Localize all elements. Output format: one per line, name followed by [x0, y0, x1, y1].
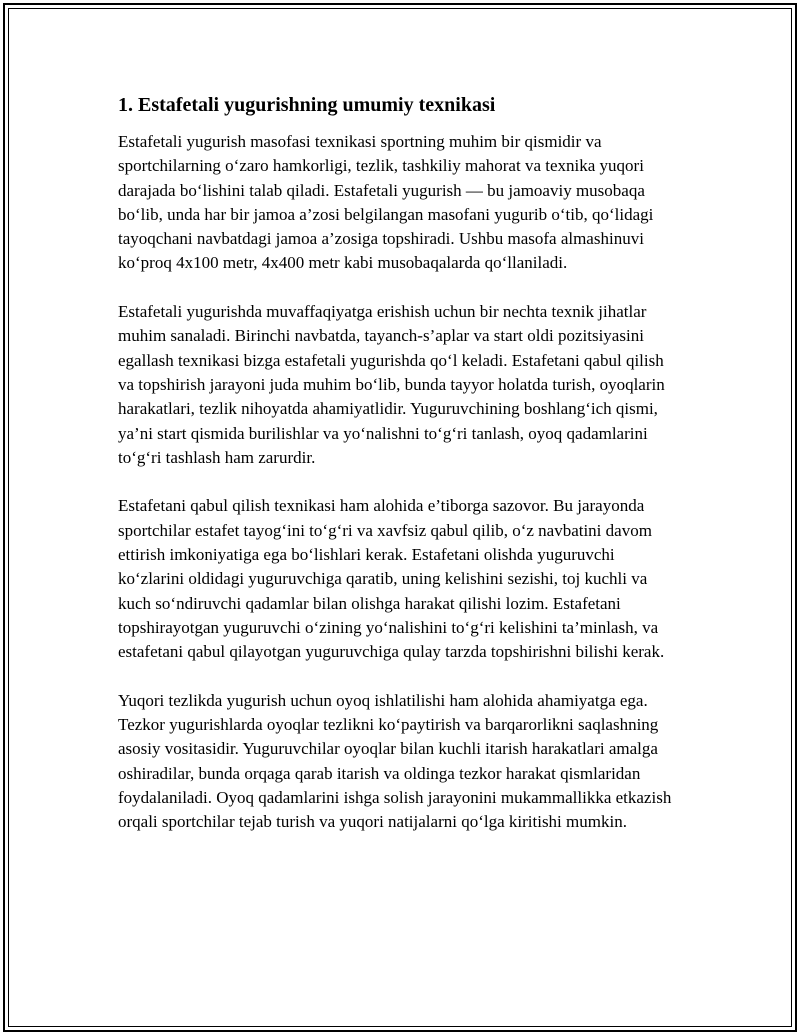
- paragraph-1: Estafetali yugurish masofasi texnikasi sportning muhim bir qismidir va sportchilarning o‘zaro hamkorligi, tezlik, tashkiliy mahorat va texnika yuqori darajada bo‘lishini talab qiladi. Estafetali yugurish — bu jamoaviy musobaqa bo‘lib, unda har bir jamoa a’zosi belgilangan masofani yugurib o‘tib, qo‘lidagi tayoqchani navbatdagi jamoa a’zosiga topshiradi. Ushbu masofa almashinuvi ko‘proq 4x100 metr, 4x400 metr kabi musobaqalarda qo‘llaniladi.: [118, 132, 654, 273]
- document-body: [118, 92, 683, 859]
- paragraph-3: Estafetani qabul qilish texnikasi ham alohida e’tiborga sazovor. Bu jarayonda sportchilar estafet tayog‘ini to‘g‘ri va xavfsiz qabul qilib, o‘z navbatini davom ettirish imkoniyatiga ega bo‘lishlari kerak. Estafetani olishda yuguruvchi ko‘zlarini oldidagi yuguruvchiga qaratib, uning kelishini sezishi, toj kuchli va kuch so‘ndiruvchi qadamlar bilan olishga harakat qilishi lozim. Estafetani topshirayotgan yuguruvchi o‘zining yo‘nalishini to‘g‘ri kelishini ta’minlash, va estafetani qabul qilayotgan yuguruvchiga qulay tarzda topshirishni bilishi kerak.: [118, 496, 665, 662]
- paragraph-2: Estafetali yugurishda muvaffaqiyatga erishish uchun bir nechta texnik jihatlar muhim sanaladi. Birinchi navbatda, tayanch-s’aplar va start oldi pozitsiyasini egallash texnikasi bizga estafetali yugurishda qo‘l keladi. Estafetani qabul qilish va topshirish jarayoni juda muhim bo‘lib, bunda tayyor holatda turish, oyoqlarin harakatlari, tezlik nihoyatda ahamiyatlidir. Yuguruvchining boshlang‘ich qismi, ya’ni start qismida burilishlar va yo‘nalishni to‘g‘ri tanlash, oyoq qadamlarini to‘g‘ri tashlash ham zarurdir.: [118, 302, 665, 467]
- paragraph-4: Yuqori tezlikda yugurish uchun oyoq ishlatilishi ham alohida ahamiyatga ega. Tezkor yugurishlarda oyoqlar tezlikni ko‘paytirish va barqarorlikni saqlashning asosiy vositasidir. Yuguruvchilar oyoqlar bilan kuchli itarish harakatlari amalga oshiradilar, bunda orqaga qarab itarish va oldinga tezkor harakat qismlaridan foydalaniladi. Oyoq qadamlarini ishga solish jarayonini mukammallikka etkazish orqali sportchilar tejab turish va yuqori natijalarni qo‘lga kiritishi mumkin.: [118, 690, 672, 832]
- section-heading: 1. Estafetali yugurishning umumiy texnikasi: [118, 94, 496, 116]
